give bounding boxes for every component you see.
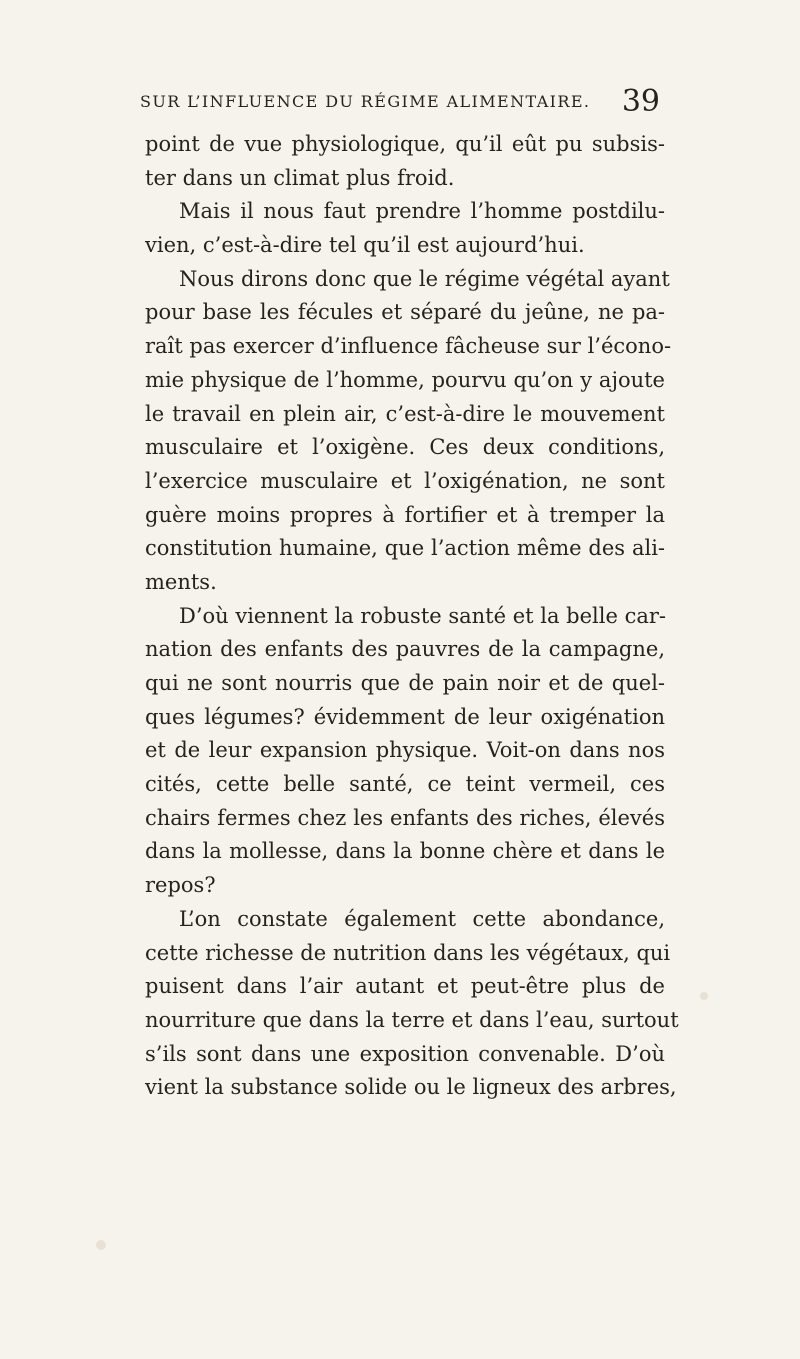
text-line: le travail en plein air, c’est-à-dire le mouvement — [145, 401, 665, 426]
text-line: Nous dirons donc que le régime végétal ayant — [179, 266, 670, 291]
body-text — [145, 128, 679, 1105]
text-line: cette richesse de nutrition dans les végétaux, qui — [145, 940, 671, 965]
text-line: ques légumes? évidemment de leur oxigénation — [145, 704, 665, 729]
text-line: guère moins propres à fortifier et à tremper la — [145, 502, 665, 527]
text-line: dans la mollesse, dans la bonne chère et dans le — [145, 839, 665, 864]
paper-stain — [96, 1240, 106, 1250]
text-line: raît pas exercer d’influence fâcheuse sur l’écono- — [145, 334, 672, 359]
running-head — [140, 86, 660, 118]
text-line: vient la substance solide ou le ligneux des arbres, — [145, 1075, 677, 1100]
text-line: point de vue physiologique, qu’il eût pu subsis- — [145, 132, 665, 156]
paper-stain — [700, 992, 708, 1000]
text-line: mie physique de l’homme, pourvu qu’on y ajoute — [145, 367, 665, 392]
text-line: musculaire et l’oxigène. Ces deux conditions, — [145, 435, 665, 460]
text-line: ments. — [145, 569, 217, 594]
text-line: nourriture que dans la terre et dans l’eau, surtout — [145, 1007, 679, 1032]
text-line: repos? — [145, 873, 216, 898]
text-line: chairs fermes chez les enfants des riches, élevés — [145, 805, 665, 830]
text-line: qui ne sont nourris que de pain noir et de quel- — [145, 671, 665, 695]
running-title: SUR L’INFLUENCE DU RÉGIME ALIMENTAIRE. — [140, 92, 591, 111]
text-line: et de leur expansion physique. Voit-on dans nos — [145, 738, 665, 763]
text-line: puisent dans l’air autant et peut-être plus de — [145, 974, 665, 999]
text-line: L’on constate également cette abondance, — [179, 906, 665, 931]
text-line: nation des enfants des pauvres de la campagne, — [145, 637, 665, 662]
text-line: l’exercice musculaire et l’oxigénation, ne sont — [145, 468, 665, 493]
text-line: constitution humaine, que l’action même des ali- — [145, 536, 665, 561]
page-number: 39 — [621, 84, 660, 119]
text-line: cités, cette belle santé, ce teint vermeil, ces — [145, 772, 665, 797]
text-line: Mais il nous faut prendre l’homme postdilu- — [179, 199, 665, 224]
text-line: vien, c’est-à-dire tel qu’il est aujourd’hui. — [145, 233, 585, 258]
text-line: s’ils sont dans une exposition convenable. D’où — [145, 1041, 665, 1066]
text-line: D’où viennent la robuste santé et la belle car- — [179, 603, 666, 628]
text-line: pour base les fécules et séparé du jeûne, ne pa- — [145, 300, 665, 325]
text-line: ter dans un climat plus froid. — [145, 165, 455, 190]
